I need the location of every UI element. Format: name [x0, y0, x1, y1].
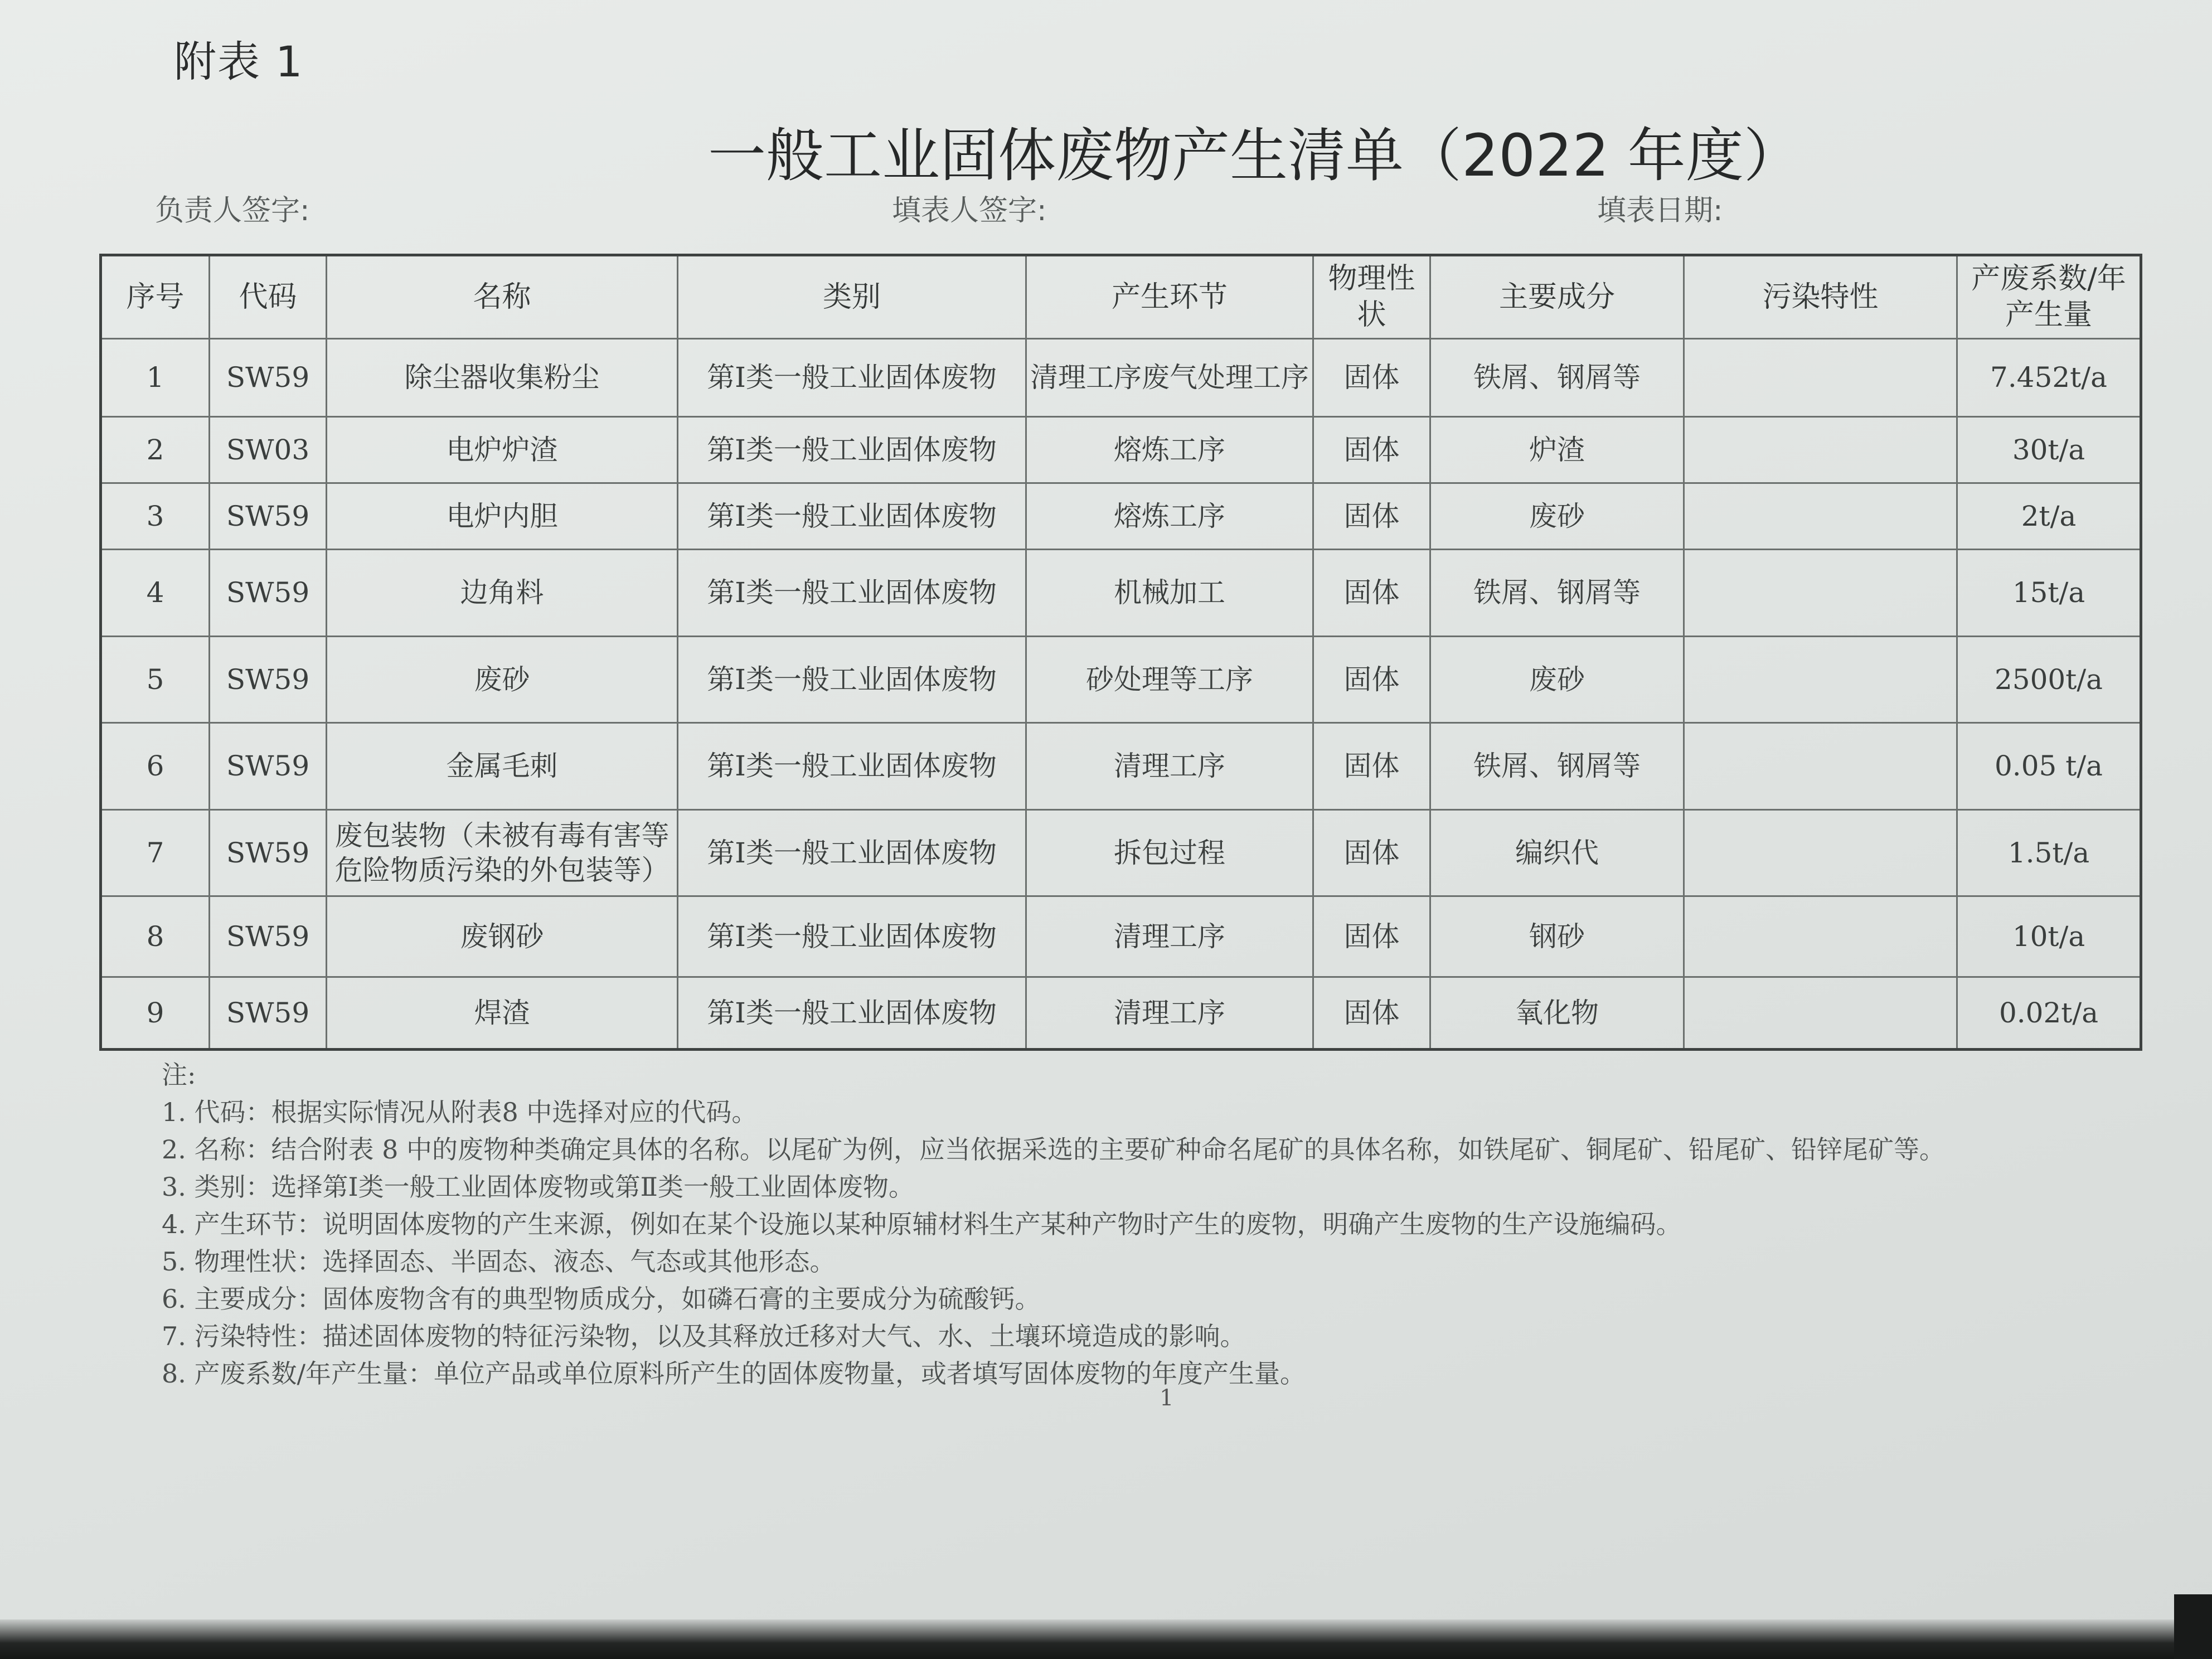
cell-pollution — [1684, 483, 1957, 550]
cell-stage: 拆包过程 — [1026, 809, 1313, 896]
note-item: 8. 产废系数/年产生量：单位产品或单位原料所产生的固体废物量，或者填写固体废物的年度产生量。 — [162, 1359, 1306, 1389]
cell-category: 第Ⅰ类一般工业固体废物 — [678, 636, 1026, 722]
header-composition: 主要成分 — [1430, 255, 1684, 339]
header-name: 名称 — [327, 255, 678, 339]
fill-date-label: 填表日期: — [1597, 194, 1723, 227]
cell-pollution — [1684, 550, 1957, 636]
cell-amount: 1.5t/a — [1957, 809, 2141, 896]
cell-index: 8 — [101, 896, 210, 977]
table-row — [101, 636, 2141, 722]
note-item: 2. 名称：结合附表 8 中的废物种类确定具体的名称。以尾矿为例，应当依据采选的主要矿种命名尾矿的具体名称，如铁尾矿、铜尾矿、铅尾矿、铅锌尾矿等。 — [162, 1134, 1946, 1165]
cell-pollution — [1684, 636, 1957, 722]
cell-category: 第Ⅰ类一般工业固体废物 — [678, 483, 1026, 550]
cell-code: SW59 — [210, 723, 327, 809]
cell-physical-state: 固体 — [1313, 896, 1430, 977]
cell-composition: 废砂 — [1430, 483, 1684, 550]
cell-composition: 废砂 — [1430, 636, 1684, 722]
page-number: 1 — [1160, 1385, 1174, 1411]
cell-pollution — [1684, 339, 1957, 417]
header-amount: 产废系数/年产生量 — [1957, 255, 2141, 339]
cell-physical-state: 固体 — [1313, 550, 1430, 636]
cell-code: SW59 — [210, 809, 327, 896]
table-header-row — [101, 255, 2141, 339]
cell-code: SW59 — [210, 483, 327, 550]
cell-index: 2 — [101, 416, 210, 483]
annex-label: 附表 1 — [174, 37, 304, 86]
cell-index: 3 — [101, 483, 210, 550]
cell-name: 焊渣 — [327, 977, 678, 1050]
cell-physical-state: 固体 — [1313, 483, 1430, 550]
cell-stage: 清理工序 — [1026, 977, 1313, 1050]
note-item: 7. 污染特性：描述固体废物的特征污染物，以及其释放迁移对大气、水、土壤环境造成的影响。 — [162, 1321, 1246, 1351]
note-item: 6. 主要成分：固体废物含有的典型物质成分，如磷石膏的主要成分为硫酸钙。 — [162, 1284, 1041, 1314]
cell-composition: 氧化物 — [1430, 977, 1684, 1050]
cell-stage: 砂处理等工序 — [1026, 636, 1313, 722]
background-corner — [2174, 1594, 2212, 1659]
table-body — [101, 339, 2141, 1050]
cell-name: 电炉内胆 — [327, 483, 678, 550]
note-item: 3. 类别：选择第Ⅰ类一般工业固体废物或第Ⅱ类一般工业固体废物。 — [162, 1172, 914, 1202]
table-row — [101, 723, 2141, 809]
table-row — [101, 416, 2141, 483]
cell-stage: 清理工序废气处理工序 — [1026, 339, 1313, 417]
header-pollution: 污染特性 — [1684, 255, 1957, 339]
cell-pollution — [1684, 809, 1957, 896]
cell-physical-state: 固体 — [1313, 809, 1430, 896]
notes-section — [162, 1056, 2146, 1393]
cell-amount: 7.452t/a — [1957, 339, 2141, 417]
cell-category: 第Ⅰ类一般工业固体废物 — [678, 809, 1026, 896]
cell-category: 第Ⅰ类一般工业固体废物 — [678, 416, 1026, 483]
cell-pollution — [1684, 723, 1957, 809]
note-item: 4. 产生环节：说明固体废物的产生来源，例如在某个设施以某种原辅材料生产某种产物时产生的废物，明确产生废物的生产设施编码。 — [162, 1209, 1682, 1239]
cell-composition: 铁屑、钢屑等 — [1430, 550, 1684, 636]
cell-composition: 编织代 — [1430, 809, 1684, 896]
table-row — [101, 339, 2141, 417]
cell-name: 废砂 — [327, 636, 678, 722]
cell-name: 废钢砂 — [327, 896, 678, 977]
cell-stage: 机械加工 — [1026, 550, 1313, 636]
cell-amount: 10t/a — [1957, 896, 2141, 977]
cell-amount: 30t/a — [1957, 416, 2141, 483]
cell-name: 废包装物（未被有毒有害等危险物质污染的外包装等） — [327, 809, 678, 896]
cell-amount: 0.05 t/a — [1957, 723, 2141, 809]
cell-physical-state: 固体 — [1313, 416, 1430, 483]
notes-heading: 注: — [162, 1060, 196, 1090]
cell-name: 电炉炉渣 — [327, 416, 678, 483]
cell-amount: 2500t/a — [1957, 636, 2141, 722]
header-index: 序号 — [101, 255, 210, 339]
table-row — [101, 809, 2141, 896]
cell-index: 7 — [101, 809, 210, 896]
table-row — [101, 550, 2141, 636]
cell-stage: 清理工序 — [1026, 723, 1313, 809]
cell-index: 9 — [101, 977, 210, 1050]
cell-stage: 熔炼工序 — [1026, 416, 1313, 483]
cell-index: 1 — [101, 339, 210, 417]
cell-stage: 清理工序 — [1026, 896, 1313, 977]
responsible-signature-label: 负责人签字: — [155, 194, 310, 227]
cell-code: SW59 — [210, 550, 327, 636]
cell-physical-state: 固体 — [1313, 723, 1430, 809]
page-title: 一般工业固体废物产生清单（2022 年度） — [708, 122, 1802, 190]
cell-amount: 2t/a — [1957, 483, 2141, 550]
filler-signature-label: 填表人签字: — [892, 194, 1047, 227]
cell-category: 第Ⅰ类一般工业固体废物 — [678, 339, 1026, 417]
cell-code: SW59 — [210, 636, 327, 722]
waste-table — [99, 254, 2142, 1051]
table-row — [101, 896, 2141, 977]
cell-index: 4 — [101, 550, 210, 636]
cell-physical-state: 固体 — [1313, 636, 1430, 722]
cell-composition: 钢砂 — [1430, 896, 1684, 977]
cell-pollution — [1684, 416, 1957, 483]
note-item: 5. 物理性状：选择固态、半固态、液态、气态或其他形态。 — [162, 1246, 836, 1277]
cell-stage: 熔炼工序 — [1026, 483, 1313, 550]
header-code: 代码 — [210, 255, 327, 339]
cell-category: 第Ⅰ类一般工业固体废物 — [678, 977, 1026, 1050]
cell-pollution — [1684, 896, 1957, 977]
cell-composition: 铁屑、钢屑等 — [1430, 723, 1684, 809]
cell-index: 6 — [101, 723, 210, 809]
cell-amount: 0.02t/a — [1957, 977, 2141, 1050]
cell-category: 第Ⅰ类一般工业固体废物 — [678, 896, 1026, 977]
header-stage: 产生环节 — [1026, 255, 1313, 339]
cell-composition: 炉渣 — [1430, 416, 1684, 483]
cell-physical-state: 固体 — [1313, 339, 1430, 417]
cell-pollution — [1684, 977, 1957, 1050]
note-item: 1. 代码：根据实际情况从附表8 中选择对应的代码。 — [162, 1097, 758, 1127]
table-row — [101, 483, 2141, 550]
cell-code: SW03 — [210, 416, 327, 483]
cell-code: SW59 — [210, 977, 327, 1050]
header-category: 类别 — [678, 255, 1026, 339]
cell-code: SW59 — [210, 896, 327, 977]
cell-name: 金属毛刺 — [327, 723, 678, 809]
cell-amount: 15t/a — [1957, 550, 2141, 636]
cell-name: 边角料 — [327, 550, 678, 636]
header-physical-state: 物理性状 — [1313, 255, 1430, 339]
cell-category: 第Ⅰ类一般工业固体废物 — [678, 723, 1026, 809]
cell-code: SW59 — [210, 339, 327, 417]
cell-index: 5 — [101, 636, 210, 722]
cell-name: 除尘器收集粉尘 — [327, 339, 678, 417]
cell-physical-state: 固体 — [1313, 977, 1430, 1050]
cell-category: 第Ⅰ类一般工业固体废物 — [678, 550, 1026, 636]
cell-composition: 铁屑、钢屑等 — [1430, 339, 1684, 417]
table-row — [101, 977, 2141, 1050]
background-shadow — [0, 1619, 2212, 1659]
